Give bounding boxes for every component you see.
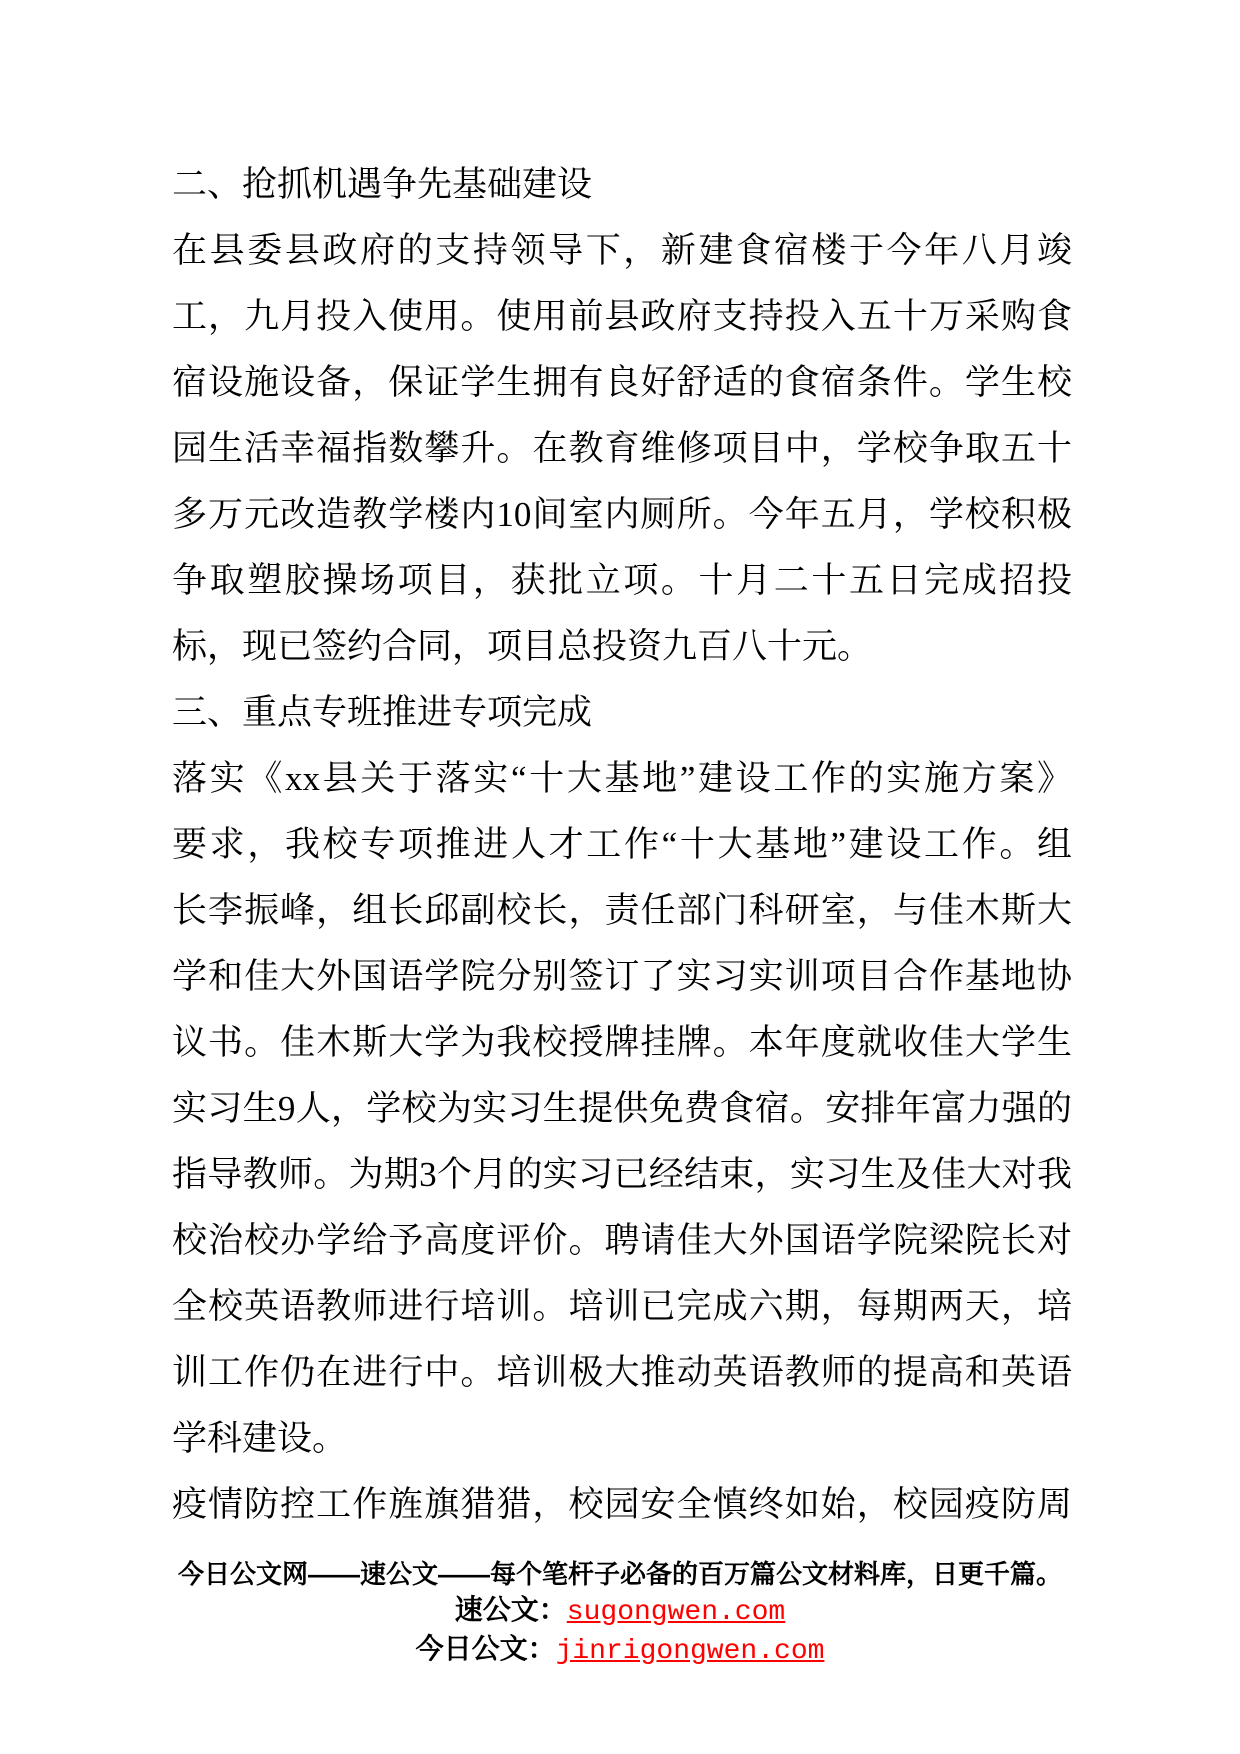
- body-line: 落实《xx县关于落实“十大基地”建设工作的实施方案》: [172, 759, 1072, 798]
- body-line: 学科建设。: [172, 1419, 348, 1458]
- footer-banner-text: 今日公文网——速公文——每个笔杆子必备的百万篇公文材料库，日更千篇。: [177, 1559, 1062, 1589]
- section-heading: 三、重点专班推进专项完成: [172, 693, 593, 732]
- footer-sugongwen-label: 速公文：: [454, 1594, 567, 1625]
- body-line: 疫情防控工作旌旗猎猎，校园安全慎终如始，校园疫防周: [172, 1485, 1072, 1524]
- body-line: 指导教师。为期3个月的实习已经结束，实习生及佳大对我: [172, 1155, 1072, 1194]
- body-line: 长李振峰，组长邱副校长，责任部门科研室，与佳木斯大: [172, 891, 1072, 930]
- body-line: 多万元改造教学楼内10间室内厕所。今年五月，学校积极: [172, 495, 1072, 534]
- body-line: 实习生9人，学校为实习生提供免费食宿。安排年富力强的: [172, 1089, 1072, 1128]
- section-heading: 二、抢抓机遇争先基础建设: [172, 165, 593, 204]
- page-footer: [0, 1556, 1240, 1670]
- body-line: 校治校办学给予高度评价。聘请佳大外国语学院梁院长对: [172, 1221, 1072, 1260]
- body-line: 训工作仍在进行中。培训极大推动英语教师的提高和英语: [172, 1353, 1072, 1392]
- document-body: [172, 152, 1072, 1538]
- body-line: 宿设施设备，保证学生拥有良好舒适的食宿条件。学生校: [172, 363, 1072, 402]
- body-line: 在县委县政府的支持领导下，新建食宿楼于今年八月竣: [172, 231, 1072, 270]
- body-line: 工，九月投入使用。使用前县政府支持投入五十万采购食: [172, 297, 1072, 336]
- body-line: 全校英语教师进行培训。培训已完成六期，每期两天，培: [172, 1287, 1072, 1326]
- body-line: 学和佳大外国语学院分别签订了实习实训项目合作基地协: [172, 957, 1072, 996]
- footer-jinrigongwen-label: 今日公文：: [415, 1633, 556, 1664]
- footer-site-line-sugongwen: [0, 1592, 1240, 1631]
- footer-site-line-jinrigongwen: [0, 1631, 1240, 1670]
- footer-sugongwen-link[interactable]: sugongwen.com: [566, 1597, 786, 1628]
- body-line: 标，现已签约合同，项目总投资九百八十元。: [172, 627, 873, 666]
- body-line: 争取塑胶操场项目，获批立项。十月二十五日完成招投: [172, 561, 1072, 600]
- body-line: 园生活幸福指数攀升。在教育维修项目中，学校争取五十: [172, 429, 1072, 468]
- body-line: 议书。佳木斯大学为我校授牌挂牌。本年度就收佳大学生: [172, 1023, 1072, 1062]
- body-line: 要求，我校专项推进人才工作“十大基地”建设工作。组: [172, 825, 1072, 864]
- footer-jinrigongwen-link[interactable]: jinrigongwen.com: [555, 1636, 825, 1667]
